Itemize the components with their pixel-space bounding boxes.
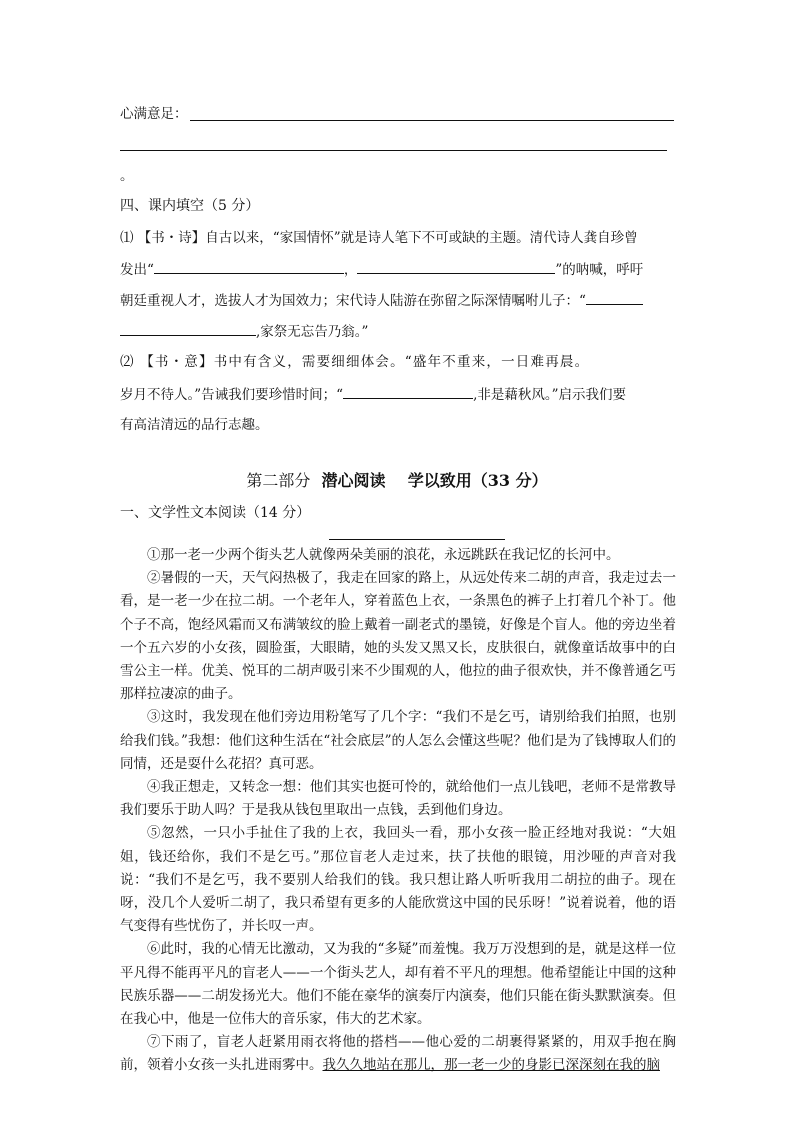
passage-paragraph-4: ④我正想走，又转念一想：他们其实也挺可怜的，就给他们一点儿钱吧，老师不是常教导我们要乐于助人吗？于是我从钱包里取出一点钱，丢到他们身边。 xyxy=(120,779,676,819)
q2-text-2a: 岁月不待人。”告诫我们要珍惜时间；“ xyxy=(120,387,344,403)
answer-blank-1[interactable] xyxy=(190,120,674,121)
q1-line3 xyxy=(120,290,643,311)
part2-title xyxy=(0,470,794,492)
part2-title-prefix: 第二部分 xyxy=(246,471,311,490)
passage-title-blank[interactable] xyxy=(329,539,505,540)
q1-blank-2[interactable] xyxy=(357,259,555,274)
satisfied-label: 心满意足： xyxy=(120,106,188,122)
q1-text-2c: ”的呐喊，呼吁 xyxy=(555,262,644,278)
q2-line1 xyxy=(120,352,589,372)
passage-paragraph-6: ⑥此时，我的心情无比激动，又为我的“多疑”而羞愧。我万万没想到的是，就是这样一位平凡得不能再平凡的盲老人——一个街头艺人，却有着不平凡的理想。他希望能让中国的这种民族乐器——二胡发扬光大。他们不能在豪华的演奏厅内演奏，他们只能在街头默默演奏。但在我心中，他是一位伟大的音乐家，伟大的艺术家。 xyxy=(120,941,676,1028)
q1-text-2a: 发出“ xyxy=(120,262,154,278)
passage-paragraph-7-text: ⑦下雨了，盲老人赶紧用雨衣将他的搭档——他心爱的二胡裹得紧紧的，用双手抱在胸前，领着小女孩一头扎进雨雾中。 xyxy=(120,1034,676,1074)
passage-underlined-sentence: 我久久地站在那儿，那一老一少的身影已深深刻在我的脑 xyxy=(322,1057,660,1074)
passage-paragraph-3: ③这时，我发现在他们旁边用粉笔写了几个字：“我们不是乞丐，请别给我们拍照，也别给我们钱。”我想：他们这种生活在“社会底层”的人怎么会懂这些呢？他们是为了钱博取人们的同情，还是耍什么花招？真可恶。 xyxy=(120,709,676,772)
q2-text-1: 【书・意】书中有含义，需要细细体会。“盛年不重来，一日难再晨。 xyxy=(140,354,590,370)
q1-text-3a: 朝廷重视人才，选拔人才为国效力；宋代诗人陆游在弥留之际深情嘱咐儿子：“ xyxy=(120,293,586,309)
q1-text-1: 【书・诗】自古以来，“家国情怀”就是诗人笔下不可或缺的主题。清代诗人龚自珍曾 xyxy=(137,230,638,246)
passage-paragraph-7 xyxy=(120,1031,676,1077)
q1-blank-1[interactable] xyxy=(154,259,344,274)
reading-subheading: 一、文学性文本阅读（14 分） xyxy=(120,505,311,521)
q1-text-4b: ,家祭无忘告乃翁。” xyxy=(256,324,369,340)
answer-blank-2[interactable] xyxy=(120,150,667,151)
q1-line4 xyxy=(120,321,368,342)
part2-title-main: 潜心阅读 学以致用（33 分） xyxy=(321,471,548,490)
q2-number: ⑵ xyxy=(120,354,135,370)
satisfied-line xyxy=(120,104,188,124)
q2-line2 xyxy=(120,384,626,405)
passage-paragraph-2: ②暑假的一天，天气闷热极了，我走在回家的路上，从远处传来二胡的声音，我走过去一看，是一老一少在拉二胡。一个老年人，穿着蓝色上衣，一条黑色的裤子上打着几个补丁。他个子不高，饱经风霜而又布满皱纹的脸上戴着一副老式的墨镜，好像是个盲人。他的旁边坐着一个五六岁的小女孩，圆脸蛋，大眼睛，她的头发又黑又长，皮肤很白，就像童话故事中的白雪公主一样。优美、悦耳的二胡声吸引来不少围观的人，他拉的曲子很欢快，并不像普通乞丐那样拉凄凉的曲子。 xyxy=(120,570,676,703)
q1-line1 xyxy=(120,228,638,248)
q1-blank-3-cont[interactable] xyxy=(120,321,256,336)
section-heading: 四、课内填空（5 分） xyxy=(120,198,260,214)
q1-text-2b: ， xyxy=(343,262,358,278)
passage-paragraph-1: ①那一老一少两个街头艺人就像两朵美丽的浪花，永远跳跃在我记忆的长河中。 xyxy=(147,547,620,563)
q1-number: ⑴ xyxy=(120,230,134,246)
period-mark: 。 xyxy=(120,168,134,184)
q2-blank-1[interactable] xyxy=(343,384,473,399)
q1-line2 xyxy=(120,259,643,280)
q2-line3: 有高洁清远的品行志趣。 xyxy=(120,417,269,433)
q1-blank-3[interactable] xyxy=(586,290,643,305)
q2-text-2b: ,非是藉秋风。”启示我们要 xyxy=(473,387,627,403)
passage-paragraph-5: ⑤忽然，一只小手扯住了我的上衣，我回头一看，那小女孩一脸正经地对我说：“大姐姐，钱还给你，我们不是乞丐。”那位盲老人走过来，扶了扶他的眼镜，用沙哑的声音对我说：“我们不是乞丐，我不要别人给我们的钱。我只想让路人听听我用二胡拉的曲子。现在呀，没几个人爱听二胡了，我只希望有更多的人能欣赏这中国的民乐呀！”说着说着，他的语气变得有些忧伤了，并长叹一声。 xyxy=(120,825,676,935)
passage xyxy=(120,544,676,1078)
